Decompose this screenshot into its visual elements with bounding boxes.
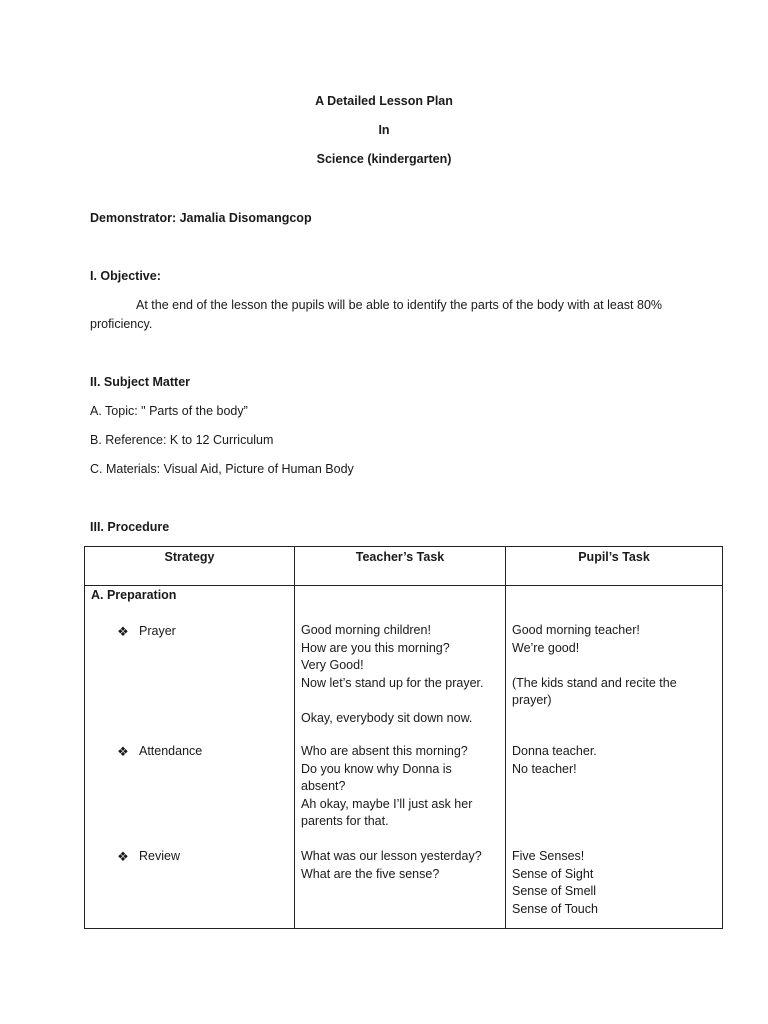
title-line-3: Science (kindergarten) xyxy=(316,152,452,166)
pupil-task-prayer xyxy=(512,622,716,743)
text-line: (The kids stand and recite the xyxy=(512,675,677,690)
text-line: No teacher! xyxy=(512,761,577,776)
strategy-item-attendance xyxy=(91,743,288,761)
column-header-pupil-task: Pupil’s Task xyxy=(506,547,723,586)
strategy-cell xyxy=(85,586,295,929)
text-line: Now let’s stand up for the prayer. xyxy=(301,675,484,690)
pupil-task-cell xyxy=(506,586,723,929)
materials: C. Materials: Visual Aid, Picture of Human Body xyxy=(90,462,354,476)
objective-text-line-1: At the end of the lesson the pupils will be able to identify the parts of the body with at least 80% xyxy=(136,298,663,312)
text-line: How are you this morning? xyxy=(301,640,450,655)
reference: B. Reference: K to 12 Curriculum xyxy=(90,433,274,447)
strategy-label: Prayer xyxy=(139,623,176,638)
teacher-task-review xyxy=(301,848,499,883)
subject-matter-heading: II. Subject Matter xyxy=(90,375,191,389)
text-line: Sense of Smell xyxy=(512,884,597,898)
topic: A. Topic: " Parts of the body” xyxy=(90,404,248,418)
text-line: Five Senses! xyxy=(512,849,585,863)
demonstrator: Demonstrator: Jamalia Disomangcop xyxy=(90,211,312,225)
column-header-teacher-task: Teacher’s Task xyxy=(295,547,506,586)
objective-heading: I. Objective: xyxy=(90,269,161,283)
text-line: Who are absent this morning? xyxy=(301,744,468,758)
text-line: We’re good! xyxy=(512,640,580,655)
text-line: parents for that. xyxy=(301,814,389,828)
procedure-heading: III. Procedure xyxy=(90,520,170,534)
pupil-task-review xyxy=(512,848,716,918)
text-line: absent? xyxy=(301,779,346,793)
objective-text-line-2: proficiency. xyxy=(90,317,153,331)
column-header-strategy: Strategy xyxy=(85,547,295,586)
section-label: A. Preparation xyxy=(91,588,177,602)
strategy-label: Review xyxy=(139,848,180,863)
strategy-item-review xyxy=(91,848,288,866)
text-line: Very Good! xyxy=(301,658,364,672)
text-line: Good morning teacher! xyxy=(512,623,640,637)
table-header-row xyxy=(85,547,723,586)
diamond-bullet-icon: ❖ xyxy=(117,623,129,639)
diamond-bullet-icon: ❖ xyxy=(117,848,129,864)
strategy-label: Attendance xyxy=(139,744,203,758)
text-line: Do you know why Donna is xyxy=(301,761,452,776)
strategy-item-prayer xyxy=(91,623,288,641)
text-line: What are the five sense? xyxy=(301,866,440,881)
table-row xyxy=(85,586,723,929)
text-line: Sense of Touch xyxy=(512,901,598,916)
text-line: Donna teacher. xyxy=(512,744,597,758)
procedure-table xyxy=(84,546,723,929)
pupil-task-attendance xyxy=(512,743,716,848)
text-line: prayer) xyxy=(512,693,552,707)
text-line: What was our lesson yesterday? xyxy=(301,849,482,863)
teacher-task-attendance xyxy=(301,743,499,848)
teacher-task-cell xyxy=(295,586,506,929)
text-line: Sense of Sight xyxy=(512,866,594,881)
title-line-1: A Detailed Lesson Plan xyxy=(315,94,453,108)
text-line: Ah okay, maybe I’ll just ask her xyxy=(301,796,473,811)
teacher-task-prayer xyxy=(301,622,499,743)
diamond-bullet-icon: ❖ xyxy=(117,744,129,759)
text-line: Okay, everybody sit down now. xyxy=(301,710,473,725)
title-line-2: In xyxy=(378,123,390,137)
text-line: Good morning children! xyxy=(301,623,431,637)
